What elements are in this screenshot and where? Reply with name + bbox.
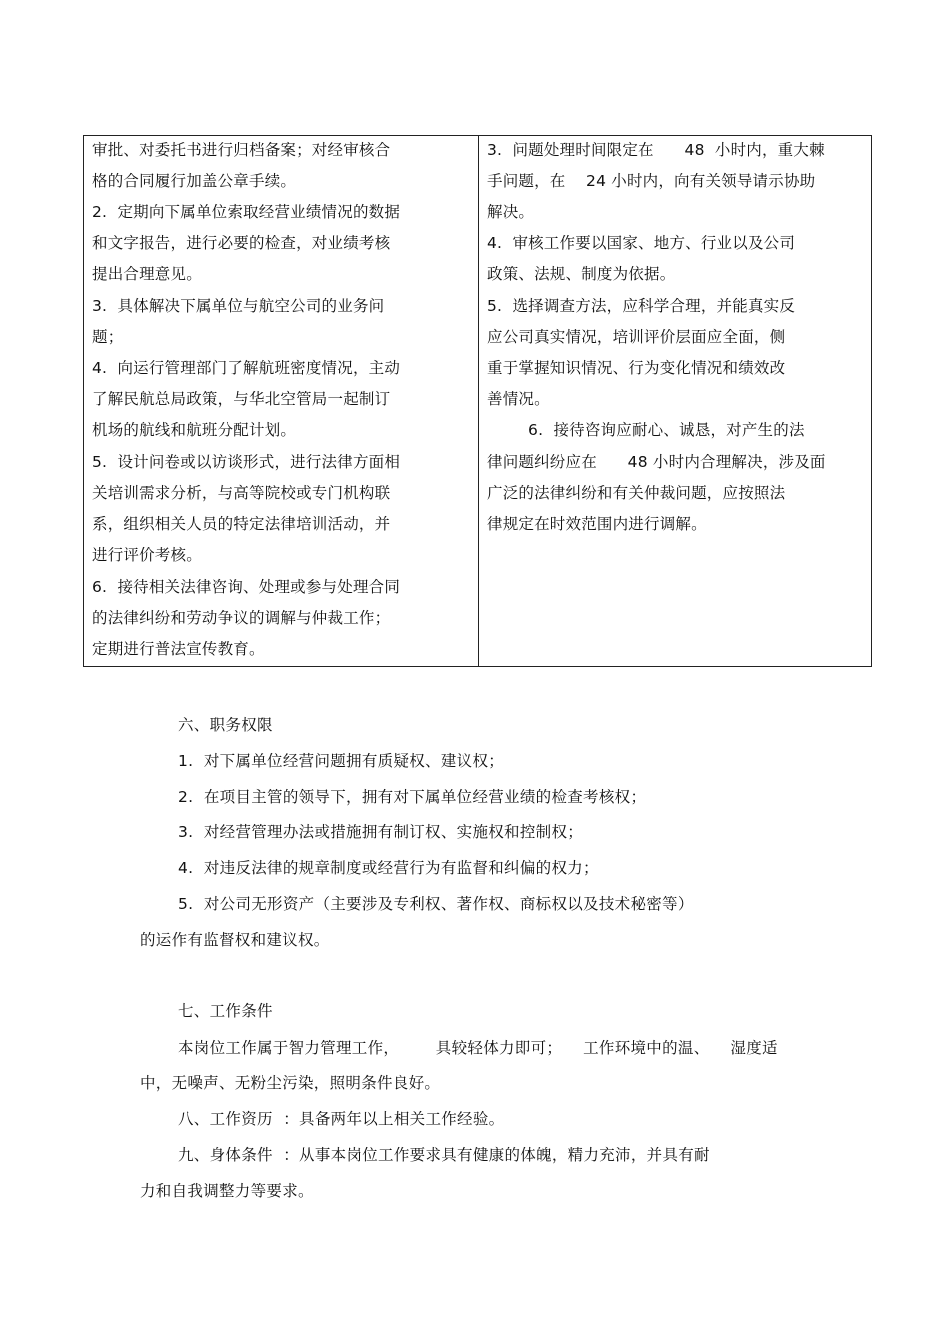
- section7-line: 本岗位工作属于智力管理工作， 具较轻体力即可； 工作环境中的温、 湿度适: [178, 1039, 778, 1057]
- right-line: 重于掌握知识情况、行为变化情况和绩效改: [487, 359, 786, 377]
- right-line: 6. 接待咨询应耐心、诚恳，对产生的法: [487, 421, 805, 439]
- left-line: 关培训需求分析，与高等院校或专门机构联: [92, 484, 391, 502]
- left-line: 4. 向运行管理部门了解航班密度情况，主动: [92, 359, 401, 377]
- left-line: 审批、对委托书进行归档备案；对经审核合: [92, 141, 391, 159]
- right-line: 善情况。: [487, 390, 550, 408]
- left-line: 系，组织相关人员的特定法律培训活动，并: [92, 515, 391, 533]
- right-line: 解决。: [487, 203, 535, 221]
- right-line: 3. 问题处理时间限定在 48 小时内，重大棘: [487, 141, 825, 159]
- section6-item: 4. 对违反法律的规章制度或经营行为有监督和纠偏的权力；: [178, 859, 599, 877]
- right-line: 5. 选择调查方法，应科学合理，并能真实反: [487, 297, 796, 315]
- duties-left-cell: [84, 136, 479, 666]
- left-line: 的法律纠纷和劳动争议的调解与仲裁工作；: [92, 609, 391, 627]
- left-line: 机场的航线和航班分配计划。: [92, 421, 297, 439]
- section7-line: 中，无噪声、无粉尘污染，照明条件良好。: [140, 1074, 441, 1092]
- right-line: 4. 审核工作要以国家、地方、行业以及公司: [487, 234, 796, 252]
- section6-item: 2. 在项目主管的领导下，拥有对下属单位经营业绩的检查考核权；: [178, 788, 647, 806]
- section6-item: 3. 对经营管理办法或措施拥有制订权、实施权和控制权；: [178, 823, 584, 841]
- duties-table: [83, 135, 872, 667]
- left-line: 格的合同履行加盖公章手续。: [92, 172, 297, 190]
- right-line: 广泛的法律纠纷和有关仲裁问题，应按照法: [487, 484, 786, 502]
- right-line: 律规定在时效范围内进行调解。: [487, 515, 707, 533]
- left-line: 了解民航总局政策，与华北空管局一起制订: [92, 390, 391, 408]
- section6-heading: 六、职务权限: [178, 716, 273, 734]
- section6-item: 1. 对下属单位经营问题拥有质疑权、建议权；: [178, 752, 505, 770]
- section6-item: 5. 对公司无形资产（主要涉及专利权、著作权、商标权以及技术秘密等）: [178, 895, 694, 913]
- section8-text: 八、工作资历 ：具备两年以上相关工作经验。: [178, 1110, 505, 1128]
- section7-heading: 七、工作条件: [178, 1002, 273, 1020]
- left-line: 3. 具体解决下属单位与航空公司的业务问: [92, 297, 385, 315]
- left-line: 2. 定期向下属单位索取经营业绩情况的数据: [92, 203, 401, 221]
- right-line: 政策、法规、制度为依据。: [487, 265, 676, 283]
- left-line: 定期进行普法宣传教育。: [92, 640, 265, 658]
- right-line: 应公司真实情况，培训评价层面应全面，侧: [487, 328, 786, 346]
- left-line: 和文字报告，进行必要的检查，对业绩考核: [92, 234, 391, 252]
- section9-line: 力和自我调整力等要求。: [140, 1182, 314, 1200]
- left-line: 提出合理意见。: [92, 265, 202, 283]
- right-line: 手问题，在 24 小时内，向有关领导请示协助: [487, 172, 816, 190]
- left-line: 题；: [92, 328, 124, 346]
- left-line: 6. 接待相关法律咨询、处理或参与处理合同: [92, 578, 401, 596]
- section6-continuation: 的运作有监督权和建议权。: [140, 931, 330, 949]
- duties-right-cell: [479, 136, 871, 666]
- left-line: 5. 设计问卷或以访谈形式，进行法律方面相: [92, 453, 401, 471]
- right-line: 律问题纠纷应在 48 小时内合理解决，涉及面: [487, 453, 826, 471]
- section9-line: 九、身体条件 ：从事本岗位工作要求具有健康的体魄，精力充沛，并具有耐: [178, 1146, 710, 1164]
- left-line: 进行评价考核。: [92, 546, 202, 564]
